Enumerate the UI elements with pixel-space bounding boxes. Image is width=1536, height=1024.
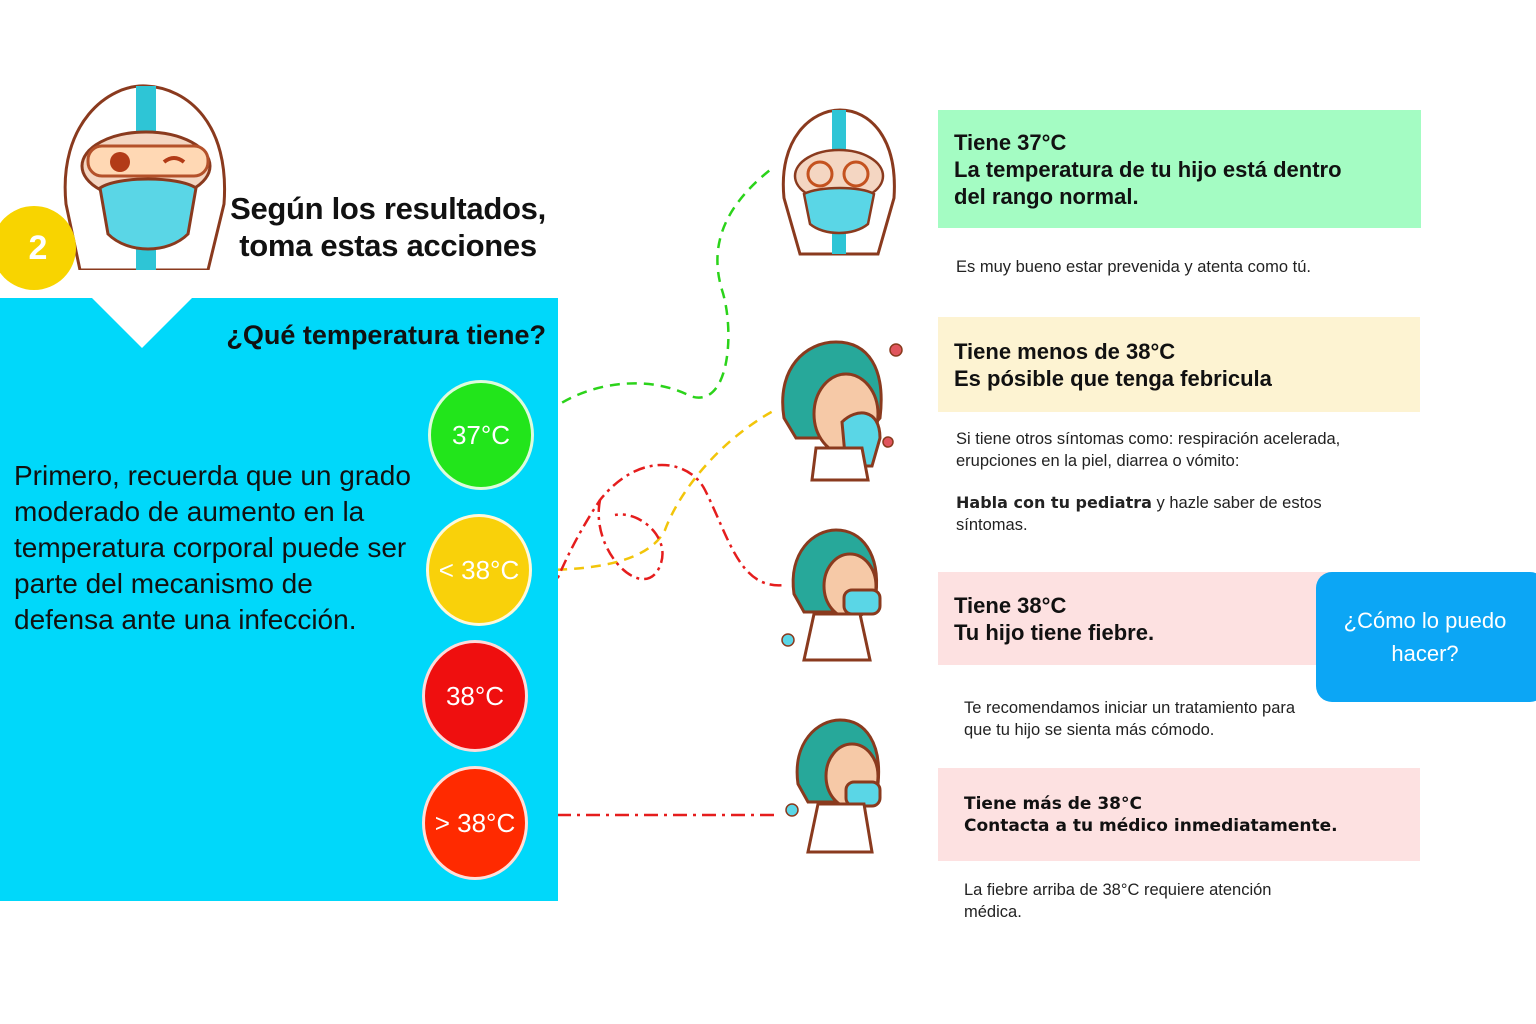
temp-label: > 38°C [434, 807, 516, 838]
temp-circle-below-38[interactable] [426, 514, 532, 626]
doctor-illustration-icon [778, 108, 900, 256]
card-subtitle: Es pósible que tenga febricula [954, 365, 1272, 391]
card-title: Tiene 37°C [954, 129, 1067, 155]
card-low-fever-header [938, 317, 1420, 412]
connector-red-loop [528, 465, 785, 665]
sick-child-illustration-icon [776, 338, 908, 486]
card-subtitle: Contacta a tu médico inmediatamente. [964, 815, 1338, 836]
sick-child-illustration-icon [780, 528, 884, 666]
card-high-fever-body: La fiebre arriba de 38°C requiere atención médica. [964, 881, 1272, 921]
card-fever-body: Te recomendamos iniciar un tratamiento para que tu hijo se sienta más cómodo. [964, 699, 1296, 739]
page-title-line-2: toma estas acciones [239, 228, 537, 263]
card-subtitle: La temperatura de tu hijo está dentro del rango normal. [954, 156, 1342, 209]
card-body-action [956, 492, 1396, 536]
how-to-button[interactable]: ¿Cómo lo puedo hacer? [1316, 572, 1536, 702]
connector-green [548, 170, 770, 412]
sick-child-illustration-icon [784, 718, 884, 858]
card-low-fever-body [956, 428, 1396, 536]
step-number-badge: 2 [0, 206, 76, 290]
card-title: Tiene más de 38°C [964, 793, 1142, 814]
card-subtitle: Tu hijo tiene fiebre. [954, 619, 1155, 645]
temp-circle-38[interactable] [422, 640, 528, 752]
card-body-bold: Habla con tu pediatra [956, 493, 1152, 512]
card-normal-header [938, 110, 1421, 228]
page-title-line-1: Según los resultados, [230, 191, 546, 226]
card-fever-header [938, 572, 1338, 665]
panel-notch [92, 298, 192, 348]
temp-circle-37[interactable] [428, 380, 534, 490]
card-body-rest: y hazle saber de estos síntomas. [956, 494, 1322, 534]
temp-label: 38°C [445, 680, 505, 711]
temp-circle-above-38[interactable] [422, 766, 528, 880]
card-high-fever-header [938, 768, 1420, 861]
temp-label: < 38°C [438, 554, 520, 585]
page-title [228, 190, 548, 264]
card-body-text: Si tiene otros síntomas como: respiración acelerada, erupciones en la piel, diarrea o vómito: [956, 430, 1341, 470]
card-title: Tiene 38°C [954, 592, 1067, 618]
card-normal-body: Es muy bueno estar prevenida y atenta como tú. [956, 258, 1311, 276]
temperature-question: ¿Qué temperatura tiene? [226, 320, 546, 350]
panel-intro-text: Primero, recuerda que un grado moderado de aumento en la temperatura corporal puede ser parte del mecanismo de defensa ante una infección. [14, 460, 411, 635]
connector-red-small-loop [599, 500, 663, 579]
card-title: Tiene menos de 38°C [954, 338, 1176, 364]
connector-yellow [540, 410, 775, 570]
temp-label: 37°C [451, 419, 511, 450]
doctor-illustration-icon [58, 84, 230, 270]
